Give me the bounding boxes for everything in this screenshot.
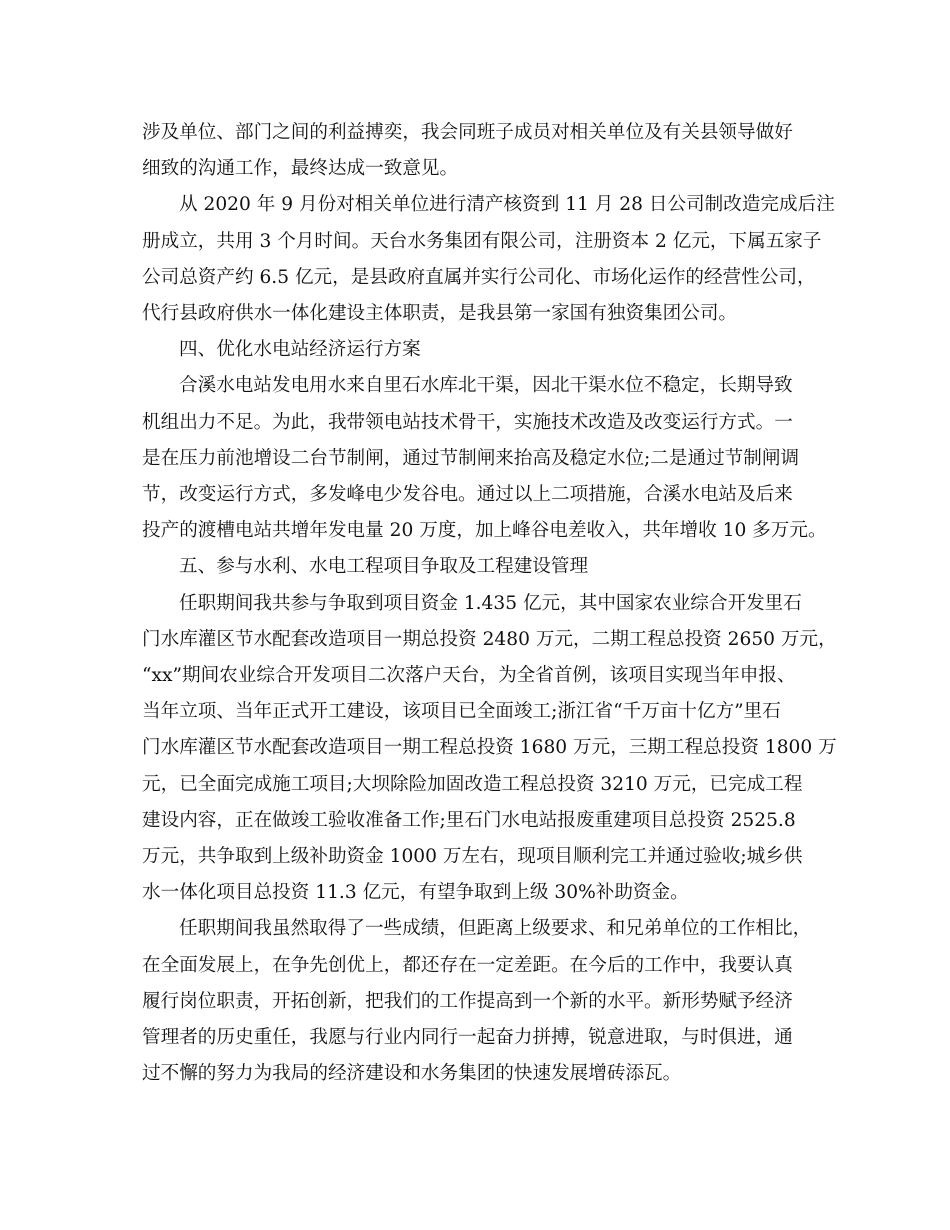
text-line: 管理者的历史重任，我愿与行业内同行一起奋力拼搏，锐意进取，与时俱进，通 — [142, 1027, 793, 1049]
section-heading: 四、优化水电站经济运行方案 — [179, 339, 421, 361]
section-heading: 五、参与水利、水电工程项目争取及工程建设管理 — [179, 556, 589, 578]
document-body — [142, 115, 837, 1092]
paragraph-first-line: 任职期间我虽然取得了一些成绩，但距离上级要求、和兄弟单位的工作相比， — [179, 918, 812, 940]
text-line: 涉及单位、部门之间的利益搏奕，我会同班子成员对相关单位及有关县领导做好 — [142, 122, 793, 143]
text-line: “xx”期间农业综合开发项目二次落户天台，为全省首例，该项目实现当年申报、 — [142, 665, 796, 687]
paragraph-first-line: 合溪水电站发电用水来自里石水库北干渠，因北干渠水位不稳定，长期导致 — [179, 375, 793, 397]
paragraph-first-line: 从 2020 年 9 月份对相关单位进行清产核资到 11 月 28 日公司制改造完成后注 — [179, 194, 835, 216]
text-line: 建设内容，正在做竣工验收准备工作;里石门水电站报废重建项目总投资 2525.8 — [142, 809, 796, 831]
text-line: 机组出力不足。为此，我带领电站技术骨干，实施技术改造及改变运行方式。一 — [142, 411, 793, 433]
text-line: 履行岗位职责，开拓创新，把我们的工作提高到一个新的水平。新形势赋予经济 — [142, 990, 793, 1012]
text-line: 在全面发展上，在争先创优上，都还存在一定差距。在今后的工作中，我要认真 — [142, 954, 793, 976]
paragraph-first-line: 任职期间我共参与争取到项目资金 1.435 亿元，其中国家农业综合开发里石 — [179, 592, 802, 614]
text-line: 当年立项、当年正式开工建设，该项目已全面竣工;浙江省“千万亩十亿方”里石 — [142, 701, 781, 723]
text-line: 细致的沟通工作，最终达成一致意见。 — [142, 158, 459, 180]
text-line: 册成立，共用 3 个月时间。天台水务集团有限公司，注册资本 2 亿元，下属五家子 — [142, 230, 822, 252]
text-line: 元，已全面完成施工项目;大坝除险加固改造工程总投资 3210 万元，已完成工程 — [142, 773, 803, 795]
text-line: 公司总资产约 6.5 亿元，是县政府直属并实行公司化、市场化运作的经营性公司， — [142, 266, 816, 288]
text-line: 过不懈的努力为我局的经济建设和水务集团的快速发展增砖添瓦。 — [142, 1063, 682, 1085]
text-line: 万元，共争取到上级补助资金 1000 万左右，现项目顺利完工并通过验收;城乡供 — [142, 846, 803, 868]
text-line: 门水库灌区节水配套改造项目一期总投资 2480 万元，二期工程总投资 2650 万元， — [142, 628, 837, 650]
text-line: 节，改变运行方式，多发峰电少发谷电。通过以上二项措施，合溪水电站及后来 — [142, 484, 793, 506]
text-line: 代行县政府供水一体化建设主体职责，是我县第一家国有独资集团公司。 — [142, 303, 738, 325]
text-line: 是在压力前池增设二台节制闸，通过节制闸来抬高及稳定水位;二是通过节制闸调 — [142, 447, 800, 469]
text-line: 水一体化项目总投资 11.3 亿元，有望争取到上级 30%补助资金。 — [142, 882, 689, 904]
text-line: 门水库灌区节水配套改造项目一期工程总投资 1680 万元，三期工程总投资 1800 万 — [142, 737, 837, 759]
text-line: 投产的渡槽电站共增年发电量 20 万度，加上峰谷电差收入，共年增收 10 多万元。 — [142, 520, 827, 542]
